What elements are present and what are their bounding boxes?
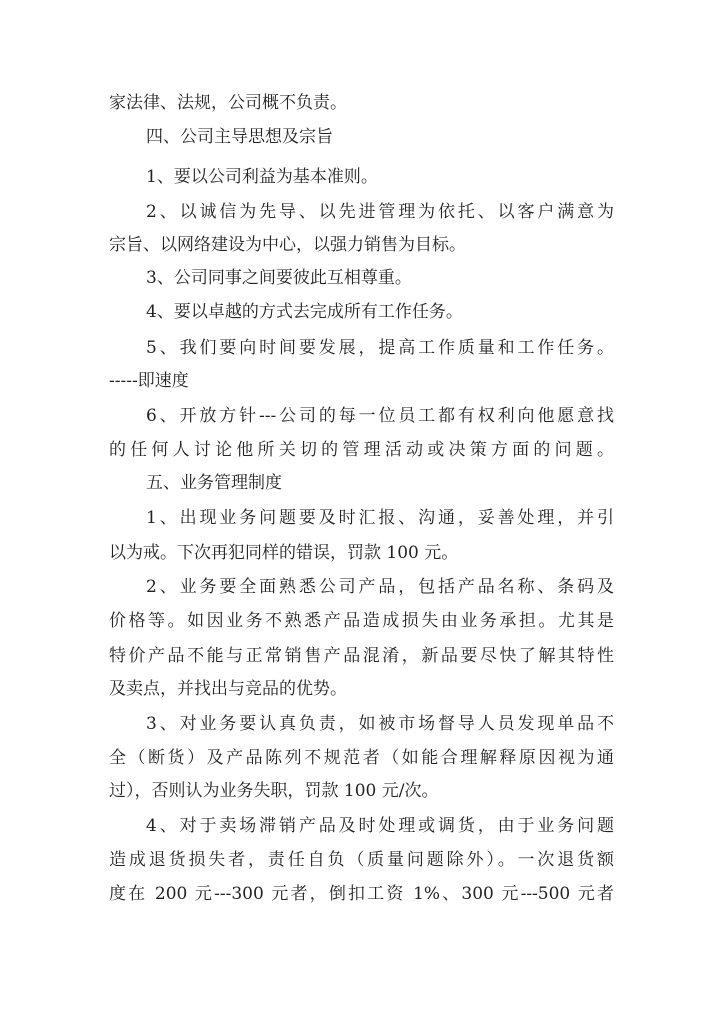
text-line: 造成退货损失者，责任自负（质量问题除外）。一次退货额: [109, 850, 614, 870]
text-line: 的任何人讨论他所关切的管理活动或决策方面的问题。: [109, 440, 614, 460]
text-line: 3、公司同事之间要彼此互相尊重。: [146, 268, 412, 288]
text-line: 及卖点，并找出与竞品的优势。: [109, 679, 347, 699]
text-line: 4、要以卓越的方式去完成所有工作任务。: [146, 302, 463, 322]
section-heading: 五、业务管理制度: [146, 473, 282, 493]
text-line: 度在 200 元---300 元者，倒扣工资 1%、300 元---500 元者: [109, 884, 614, 904]
text-line: 1、要以公司利益为基本准则。: [146, 167, 378, 187]
text-line: 宗旨、以网络建设为中心，以强力销售为目标。: [109, 235, 466, 255]
text-line: 2、业务要全面熟悉公司产品，包括产品名称、条码及: [146, 577, 614, 597]
text-line: 家法律、法规，公司概不负责。: [109, 93, 347, 113]
text-line: -----即速度: [109, 371, 189, 391]
text-line: 2、以诚信为先导、以先进管理为依托、以客户满意为: [146, 202, 614, 222]
text-line: 过），否则认为业务失职，罚款 100 元/次。: [109, 781, 439, 801]
text-line: 1、出现业务问题要及时汇报、沟通，妥善处理，并引: [146, 508, 614, 528]
text-line: 全（断货）及产品陈列不规范者（如能合理解释原因视为通: [109, 748, 614, 768]
text-line: 特价产品不能与正常销售产品混淆，新品要尽快了解其特性: [109, 646, 614, 666]
text-line: 3、对业务要认真负责，如被市场督导人员发现单品不: [146, 714, 614, 734]
text-line: 价格等。如因业务不熟悉产品造成损失由业务承担。尤其是: [109, 611, 614, 631]
text-line: 以为戒。下次再犯同样的错误，罚款 100 元。: [109, 543, 459, 563]
text-line: 5、我们要向时间要发展，提高工作质量和工作任务。: [146, 338, 614, 358]
text-line: 6、开放方针---公司的每一位员工都有权利向他愿意找: [146, 406, 614, 426]
text-line: 4、对于卖场滞销产品及时处理或调货，由于业务问题: [146, 816, 614, 836]
section-heading: 四、公司主导思想及宗旨: [146, 127, 333, 147]
